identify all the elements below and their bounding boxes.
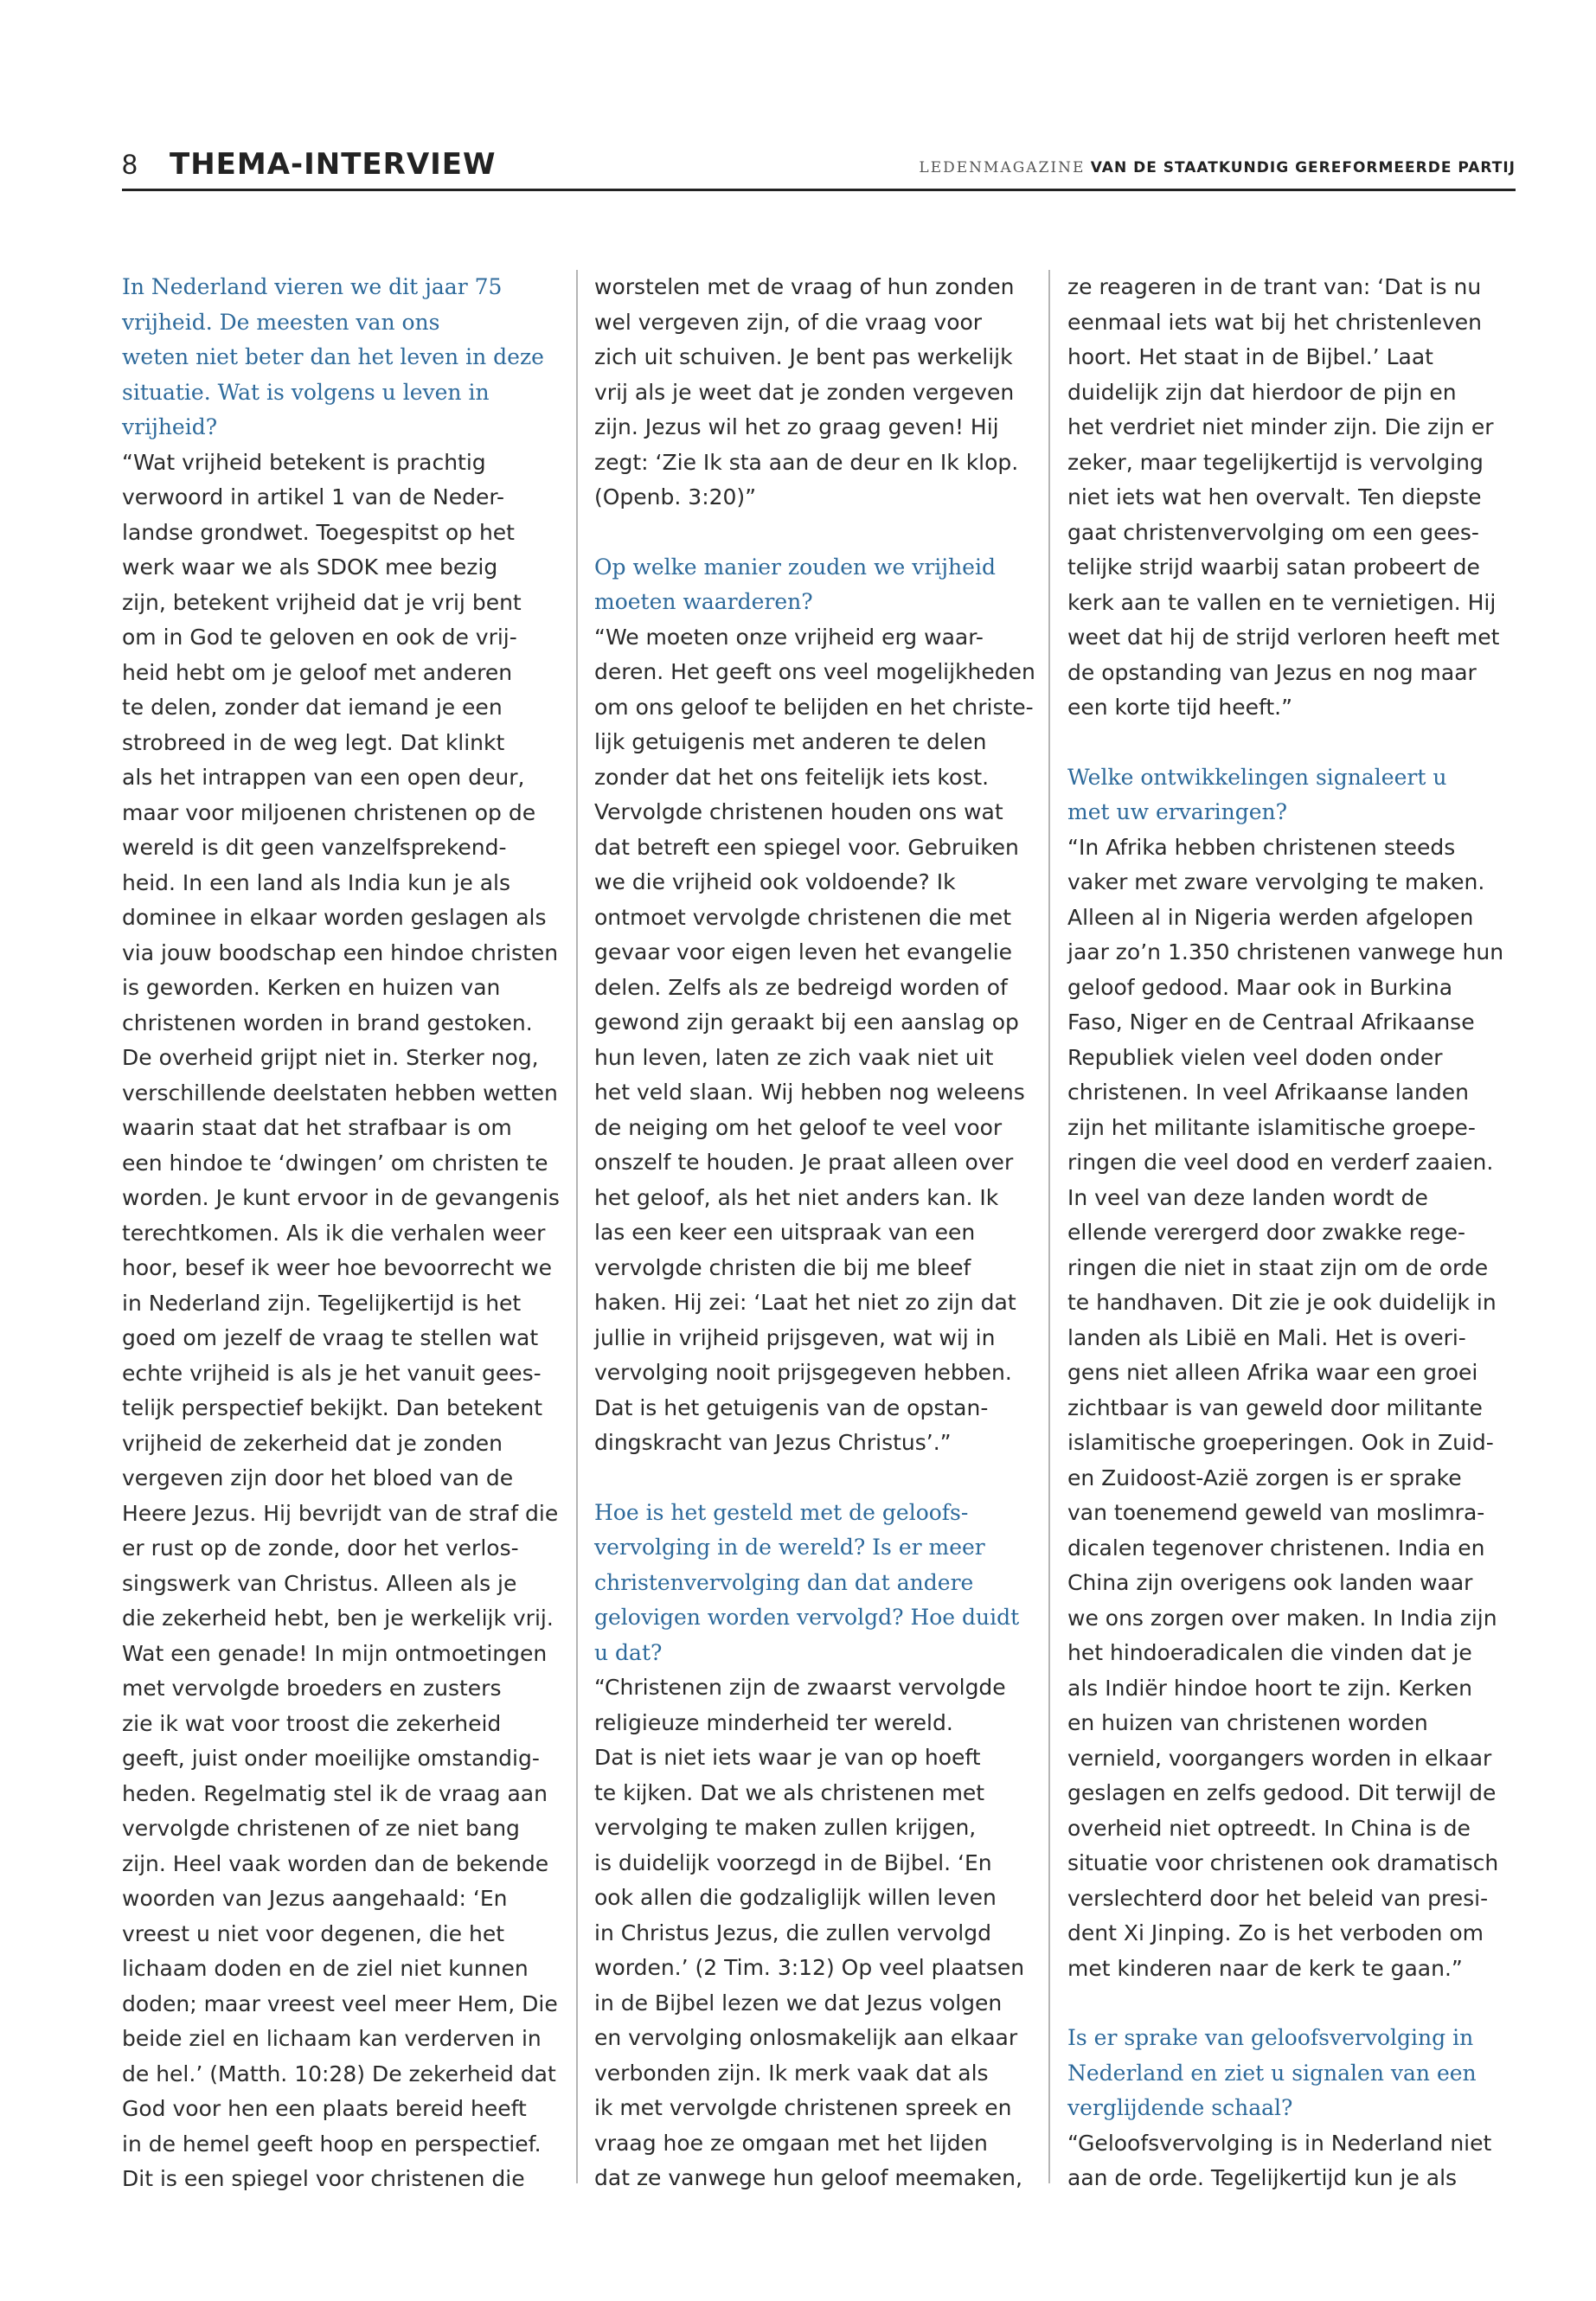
text-line: vrijheid de zekerheid dat je zonden — [122, 1430, 503, 1456]
answer-5 — [1067, 2126, 1517, 2196]
text-line: de opstanding van Jezus en nog maar — [1067, 659, 1477, 685]
text-line: van toenemend geweld van moslimra- — [1067, 1500, 1485, 1525]
question-2 — [594, 550, 1044, 620]
text-line: vervolging nooit prijsgegeven hebben. — [594, 1360, 1012, 1385]
text-line: Vervolgde christenen houden ons wat — [594, 799, 1003, 824]
text-line: zegt: ‘Zie Ik sta aan de deur en Ik klop. — [594, 449, 1019, 475]
text-line: verwoord in artikel 1 van de Neder- — [122, 484, 505, 510]
text-line: Is er sprake van geloofsvervolging in — [1067, 2025, 1474, 2050]
text-line: vaker met zware vervolging te maken. — [1067, 869, 1485, 894]
text-line: met vervolgde broeders en zusters — [122, 1676, 502, 1701]
column-divider — [1048, 270, 1050, 2183]
text-line: vrijheid. De meesten van ons — [122, 309, 440, 335]
text-line: ellende verergerd door zwakke rege- — [1067, 1220, 1466, 1245]
text-line: moeten waarderen? — [594, 589, 813, 614]
text-line: ook allen die godzaliglijk willen leven — [594, 1885, 997, 1910]
magazine-title-light: LEDENMAGAZINE — [919, 159, 1086, 176]
text-line: worden.’ (2 Tim. 3:12) Op veel plaatsen — [594, 1955, 1025, 1980]
magazine-title — [919, 157, 1516, 178]
text-line: via jouw boodschap een hindoe christen — [122, 939, 559, 965]
text-line: om in God te geloven en ook de vrij- — [122, 625, 517, 650]
text-line: te handhaven. Dit zie je ook duidelijk in — [1067, 1290, 1497, 1315]
text-line: in Nederland zijn. Tegelijkertijd is het — [122, 1290, 522, 1316]
text-line: ringen die veel dood en verderf zaaien. — [1067, 1150, 1494, 1175]
text-line: Alleen al in Nigeria werden afgelopen — [1067, 904, 1474, 930]
text-line: zichtbaar is van geweld door militante — [1067, 1394, 1483, 1420]
text-line: verslechterd door het beleid van presi- — [1067, 1885, 1489, 1911]
text-line: vernield, voorgangers worden in elkaar — [1067, 1745, 1492, 1771]
text-line: lijk getuigenis met anderen te delen — [594, 729, 987, 754]
text-line: verschillende deelstaten hebben wetten — [122, 1080, 558, 1106]
text-line: beide ziel en lichaam kan verderven in — [122, 2026, 542, 2051]
question-5 — [1067, 2021, 1517, 2126]
text-line: gewond zijn geraakt bij een aanslag op — [594, 1009, 1019, 1035]
text-line: Dat is het getuigenis van de opstan- — [594, 1394, 989, 1420]
text-line: een korte tijd heeft.” — [1067, 695, 1293, 720]
text-line: dat betreft een spiegel voor. Gebruiken — [594, 834, 1019, 860]
text-line: heden. Regelmatig stel ik de vraag aan — [122, 1780, 548, 1806]
text-line: zijn. Heel vaak worden dan de bekende — [122, 1850, 549, 1876]
text-line: dent Xi Jinping. Zo is het verboden om — [1067, 1920, 1484, 1945]
text-line: dat ze vanwege hun geloof meemaken, — [594, 2165, 1022, 2190]
text-line: situatie. Wat is volgens u leven in — [122, 379, 490, 405]
text-line: situatie voor christenen ook dramatisch — [1067, 1850, 1499, 1875]
text-line: heid. In een land als India kun je als — [122, 869, 511, 895]
text-line: doden; maar vreest veel meer Hem, Die — [122, 1990, 558, 2016]
text-line: waarin staat dat het strafbaar is om — [122, 1115, 512, 1140]
text-line: religieuze minderheid ter wereld. — [594, 1709, 953, 1735]
text-line: De overheid grijpt niet in. Sterker nog, — [122, 1045, 539, 1070]
text-line: die zekerheid hebt, ben je werkelijk vrij. — [122, 1606, 554, 1631]
text-line: Republiek vielen veel doden onder — [1067, 1044, 1443, 1070]
magazine-title-bold: VAN DE STAATKUNDIG GEREFORMEERDE PARTIJ — [1090, 159, 1516, 176]
text-line: te delen, zonder dat iemand je een — [122, 695, 503, 720]
text-line: geslagen en zelfs gedood. Dit terwijl de — [1067, 1780, 1497, 1805]
text-line: in de Bijbel lezen we dat Jezus volgen — [594, 1990, 1003, 2016]
text-line: “We moeten onze vrijheid erg waar- — [594, 624, 984, 650]
text-line: terechtkomen. Als ik die verhalen weer — [122, 1220, 546, 1246]
text-line: zich uit schuiven. Je bent pas werkelijk — [594, 344, 1013, 369]
text-line: goed om jezelf de vraag te stellen wat — [122, 1325, 539, 1350]
text-line: vervolging te maken zullen krijgen, — [594, 1815, 977, 1840]
text-line: vervolgde christenen of ze niet bang — [122, 1816, 520, 1841]
text-line: gaat christenvervolging om een gees- — [1067, 519, 1479, 545]
text-line: christenen worden in brand gestoken. — [122, 1009, 533, 1035]
text-line: islamitische groeperingen. Ook in Zuid- — [1067, 1430, 1494, 1455]
text-line: zijn het militante islamitische groepe- — [1067, 1114, 1476, 1140]
text-line: overheid niet optreedt. In China is de — [1067, 1815, 1471, 1841]
text-line: (Openb. 3:20)” — [594, 484, 757, 510]
text-line: werk waar we als SDOK mee bezig — [122, 554, 498, 580]
text-line: lichaam doden en de ziel niet kunnen — [122, 1956, 529, 1981]
text-line: echte vrijheid is als je het vanuit gees- — [122, 1360, 542, 1386]
text-line: we ons zorgen over maken. In India zijn — [1067, 1605, 1497, 1631]
text-line: een hindoe te ‘dwingen’ om christen te — [122, 1150, 548, 1176]
text-line: jullie in vrijheid prijsgeven, wat wij in — [594, 1324, 996, 1350]
text-line: als het intrappen van een open deur, — [122, 765, 525, 790]
column-divider — [576, 270, 578, 2183]
text-line: strobreed in de weg legt. Dat klinkt — [122, 729, 505, 755]
text-line: verbonden zijn. Ik merk vaak dat als — [594, 2060, 989, 2086]
text-line: kerk aan te vallen en te vernietigen. Hij — [1067, 589, 1497, 615]
text-line: en Zuidoost-Azië zorgen is er sprake — [1067, 1465, 1462, 1490]
text-line: Hoe is het gesteld met de geloofs- — [594, 1499, 969, 1525]
question-4 — [1067, 760, 1517, 830]
text-line: en huizen van christenen worden — [1067, 1710, 1428, 1735]
answer-1-continued — [594, 270, 1044, 516]
answer-4 — [1067, 830, 1517, 1987]
question-1 — [122, 270, 572, 445]
text-line: geeft, juist onder moeilijke omstandig- — [122, 1746, 540, 1771]
answer-1 — [122, 445, 572, 2197]
text-line: landse grondwet. Toegespitst op het — [122, 519, 515, 545]
text-line: landen als Libië en Mali. Het is overi- — [1067, 1324, 1466, 1350]
text-line: telijk perspectief bekijkt. Dan betekent — [122, 1395, 543, 1420]
article-column-1 — [122, 270, 572, 2197]
text-line: China zijn overigens ook landen waar — [1067, 1570, 1473, 1595]
text-line: het geloof, als het niet anders kan. Ik — [594, 1184, 999, 1210]
text-line: maar voor miljoenen christenen op de — [122, 799, 536, 825]
text-line: ze reageren in de trant van: ‘Dat is nu — [1067, 274, 1482, 299]
text-line: dicalen tegenover christenen. India en — [1067, 1535, 1485, 1561]
text-line: telijke strijd waarbij satan probeert de — [1067, 554, 1480, 580]
text-line: ik met vervolgde christenen spreek en — [594, 2095, 1012, 2120]
text-line: onszelf te houden. Je praat alleen over — [594, 1150, 1014, 1175]
text-line: hun leven, laten ze zich vaak niet uit — [594, 1044, 994, 1070]
text-line: “In Afrika hebben christenen steeds — [1067, 834, 1456, 860]
text-line: vrij als je weet dat je zonden vergeven — [594, 379, 1015, 405]
text-line: is duidelijk voorzegd in de Bijbel. ‘En — [594, 1849, 992, 1875]
text-line: delen. Zelfs als ze bedreigd worden of — [594, 974, 1008, 1000]
text-line: als Indiër hindoe hoort te zijn. Kerken — [1067, 1675, 1472, 1701]
text-line: singswerk van Christus. Alleen als je — [122, 1570, 517, 1596]
text-line: in de hemel geeft hoop en perspectief. — [122, 2131, 542, 2157]
text-line: woorden van Jezus aangehaald: ‘En — [122, 1886, 508, 1911]
text-line: In veel van deze landen wordt de — [1067, 1184, 1428, 1210]
text-line: u dat? — [594, 1639, 663, 1665]
text-line: Wat een genade! In mijn ontmoetingen — [122, 1640, 548, 1666]
text-line: is geworden. Kerken en huizen van — [122, 975, 501, 1000]
text-line: Dat is niet iets waar je van op hoeft — [594, 1745, 981, 1770]
text-line: vervolgde christen die bij me bleef — [594, 1254, 971, 1280]
text-line: verglijdende schaal? — [1067, 2095, 1293, 2120]
question-3 — [594, 1496, 1044, 1671]
text-line: om ons geloof te belijden en het christe- — [594, 694, 1034, 720]
text-line: ringen die niet in staat zijn om de orde — [1067, 1254, 1489, 1280]
text-line: de hel.’ (Matth. 10:28) De zekerheid dat — [122, 2061, 556, 2086]
text-line: vrijheid? — [122, 414, 218, 439]
text-line: vreest u niet voor degenen, die het — [122, 1920, 505, 1946]
text-line: in Christus Jezus, die zullen vervolgd — [594, 1920, 991, 1945]
article-column-2 — [594, 270, 1044, 2196]
text-line: zeker, maar tegelijkertijd is vervolging — [1067, 449, 1484, 475]
text-line: weet dat hij de strijd verloren heeft met — [1067, 625, 1500, 650]
text-line: hoort. Het staat in de Bijbel.’ Laat — [1067, 344, 1433, 369]
article-column-3 — [1067, 270, 1517, 2196]
text-line: vraag hoe ze omgaan met het lijden — [594, 2130, 988, 2156]
text-line: eenmaal iets wat bij het christenleven — [1067, 309, 1483, 335]
text-line: hoor, besef ik weer hoe bevoorrecht we — [122, 1255, 553, 1280]
text-line: Heere Jezus. Hij bevrijdt van de straf die — [122, 1500, 559, 1526]
text-line: deren. Het geeft ons veel mogelijkheden — [594, 659, 1035, 684]
text-line: Dit is een spiegel voor christenen die — [122, 2166, 525, 2191]
text-line: In Nederland vieren we dit jaar 75 — [122, 274, 503, 299]
text-line: te kijken. Dat we als christenen met — [594, 1779, 985, 1805]
text-line: dominee in elkaar worden geslagen als — [122, 905, 547, 930]
text-line: heid hebt om je geloof met anderen — [122, 659, 513, 685]
text-line: “Christenen zijn de zwaarst vervolgde — [594, 1675, 1006, 1700]
text-line: weten niet beter dan het leven in deze — [122, 344, 544, 369]
text-line: worden. Je kunt ervoor in de gevangenis — [122, 1185, 560, 1210]
text-line: zijn. Jezus wil het zo graag geven! Hij — [594, 414, 999, 439]
text-line: zie ik wat voor troost die zekerheid — [122, 1710, 502, 1736]
text-line: geloof gedood. Maar ook in Burkina — [1067, 974, 1453, 1000]
text-line: aan de orde. Tegelijkertijd kun je als — [1067, 2165, 1458, 2190]
answer-3 — [594, 1670, 1044, 2196]
text-line: duidelijk zijn dat hierdoor de pijn en — [1067, 379, 1457, 405]
text-line: jaar zo’n 1.350 christenen vanwege hun — [1067, 939, 1504, 965]
text-line: worstelen met de vraag of hun zonden — [594, 274, 1015, 299]
text-line: er rust op de zonde, door het verlos- — [122, 1535, 519, 1561]
text-line: wel vergeven zijn, of die vraag voor — [594, 309, 983, 335]
text-line: wereld is dit geen vanzelfsprekend- — [122, 835, 507, 860]
text-line: christenen. In veel Afrikaanse landen — [1067, 1080, 1469, 1105]
text-line: haken. Hij zei: ‘Laat het niet zo zijn dat — [594, 1290, 1016, 1315]
text-line: gevaar voor eigen leven het evangelie — [594, 939, 1013, 965]
text-line: het veld slaan. Wij hebben nog weleens — [594, 1080, 1025, 1105]
section-title: THEMA-INTERVIEW — [170, 147, 497, 182]
text-line: het hindoeradicalen die vinden dat je — [1067, 1640, 1472, 1665]
text-line: met uw ervaringen? — [1067, 799, 1288, 824]
text-line: Nederland en ziet u signalen van een — [1067, 2060, 1477, 2086]
text-line: God voor hen een plaats bereid heeft — [122, 2096, 527, 2121]
text-line: dingskracht van Jezus Christus’.” — [594, 1430, 952, 1455]
text-line: gelovigen worden vervolgd? Hoe duidt — [594, 1605, 1020, 1630]
text-line: Faso, Niger en de Centraal Afrikaanse — [1067, 1009, 1475, 1035]
text-line: “Geloofsvervolging is in Nederland niet — [1067, 2130, 1492, 2156]
text-line: Welke ontwikkelingen signaleert u — [1067, 764, 1447, 790]
text-line: het verdriet niet minder zijn. Die zijn er — [1067, 414, 1494, 439]
text-line: en vervolging onlosmakelijk aan elkaar — [594, 2025, 1018, 2050]
text-line: vervolging in de wereld? Is er meer — [594, 1535, 985, 1560]
text-line: de neiging om het geloof te veel voor — [594, 1114, 1003, 1140]
text-line: niet iets wat hen overvalt. Ten diepste — [1067, 484, 1482, 510]
text-line: las een keer een uitspraak van een — [594, 1220, 976, 1245]
answer-3-continued — [1067, 270, 1517, 726]
text-line: met kinderen naar de kerk te gaan.” — [1067, 1955, 1463, 1981]
text-line: we die vrijheid ook voldoende? Ik — [594, 869, 956, 894]
text-line: gens niet alleen Afrika waar een groei — [1067, 1360, 1478, 1385]
page-header — [122, 145, 1516, 191]
page-number: 8 — [122, 149, 138, 180]
text-line: Op welke manier zouden we vrijheid — [594, 554, 996, 580]
text-line: vergeven zijn door het bloed van de — [122, 1465, 514, 1490]
text-line: zijn, betekent vrijheid dat je vrij bent — [122, 589, 522, 615]
text-line: christenvervolging dan dat andere — [594, 1569, 974, 1595]
answer-2 — [594, 620, 1044, 1461]
text-line: “Wat vrijheid betekent is prachtig — [122, 449, 486, 475]
text-line: zonder dat het ons feitelijk iets kost. — [594, 764, 990, 790]
text-line: ontmoet vervolgde christenen die met — [594, 904, 1011, 930]
